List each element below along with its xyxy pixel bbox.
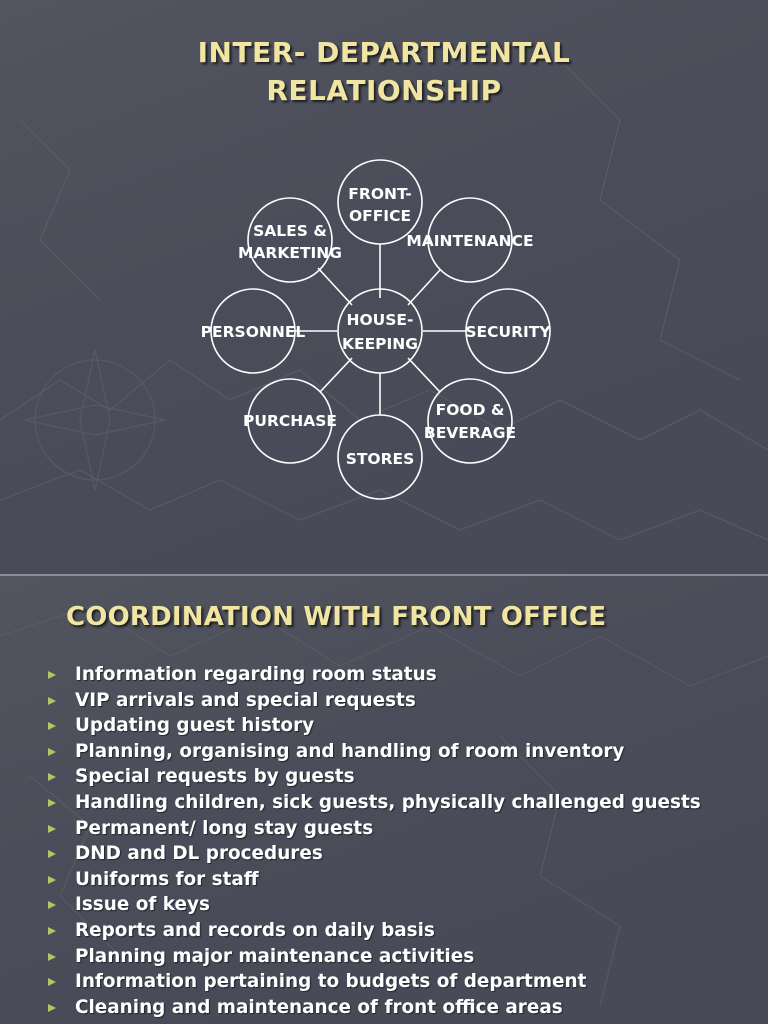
label-food-beverage-2: BEVERAGE: [423, 424, 517, 442]
label-purchase: PURCHASE: [243, 412, 337, 430]
bullet-arrow-icon: [48, 722, 56, 730]
list-item: VIP arrivals and special requests: [46, 688, 701, 714]
list-item: Permanent/ long stay guests: [46, 816, 701, 842]
bullet-arrow-icon: [48, 697, 56, 705]
list-item: Planning major maintenance activities: [46, 944, 701, 970]
node-housekeeping: [338, 289, 422, 373]
bullet-arrow-icon: [48, 748, 56, 756]
label-stores: STORES: [345, 450, 415, 468]
list-item: Planning, organising and handling of room inventory: [46, 739, 701, 765]
coordination-list: [46, 662, 701, 1020]
title-line-1: INTER- DEPARTMENTAL: [197, 36, 571, 69]
list-item: Reports and records on daily basis: [46, 918, 701, 944]
connector-food-beverage: [408, 358, 440, 392]
label-maintenance: MAINTENANCE: [406, 232, 534, 250]
slide-2-title: COORDINATION WITH FRONT OFFICE: [66, 602, 607, 632]
label-food-beverage-1: FOOD &: [435, 401, 505, 419]
bullet-arrow-icon: [48, 773, 56, 781]
bullet-arrow-icon: [48, 953, 56, 961]
label-front-office-2: OFFICE: [348, 207, 412, 225]
bullet-arrow-icon: [48, 978, 56, 986]
list-item: Cleaning and maintenance of front office areas: [46, 995, 701, 1021]
label-personnel: PERSONNEL: [200, 323, 306, 341]
label-housekeeping-1: HOUSE-: [346, 311, 414, 329]
bullet-arrow-icon: [48, 671, 56, 679]
list-item: Issue of keys: [46, 892, 701, 918]
connector-sales-marketing: [318, 268, 352, 305]
label-housekeeping-2: KEEPING: [341, 335, 419, 353]
list-item: Updating guest history: [46, 713, 701, 739]
label-front-office-1: FRONT-: [348, 185, 412, 203]
list-item: Uniforms for staff: [46, 867, 701, 893]
list-item: Information regarding room status: [46, 662, 701, 688]
list-item: Special requests by guests: [46, 764, 701, 790]
label-security: SECURITY: [465, 323, 551, 341]
bullet-arrow-icon: [48, 1004, 56, 1012]
label-sales-marketing-2: MARKETING: [238, 244, 342, 262]
bullet-arrow-icon: [48, 876, 56, 884]
bullet-arrow-icon: [48, 799, 56, 807]
slide-coordination-front-office: [0, 576, 768, 1024]
node-food-beverage: [428, 379, 512, 463]
list-item: DND and DL procedures: [46, 841, 701, 867]
connector-purchase: [320, 358, 352, 392]
label-sales-marketing-1: SALES &: [253, 222, 327, 240]
bullet-arrow-icon: [48, 850, 56, 858]
title-line-2: RELATIONSHIP: [266, 74, 502, 107]
node-sales-marketing: [248, 198, 332, 282]
list-item: Handling children, sick guests, physically challenged guests: [46, 790, 701, 816]
connector-maintenance: [408, 270, 440, 305]
bullet-arrow-icon: [48, 927, 56, 935]
bullet-arrow-icon: [48, 825, 56, 833]
list-item: Information pertaining to budgets of department: [46, 969, 701, 995]
bullet-arrow-icon: [48, 901, 56, 909]
